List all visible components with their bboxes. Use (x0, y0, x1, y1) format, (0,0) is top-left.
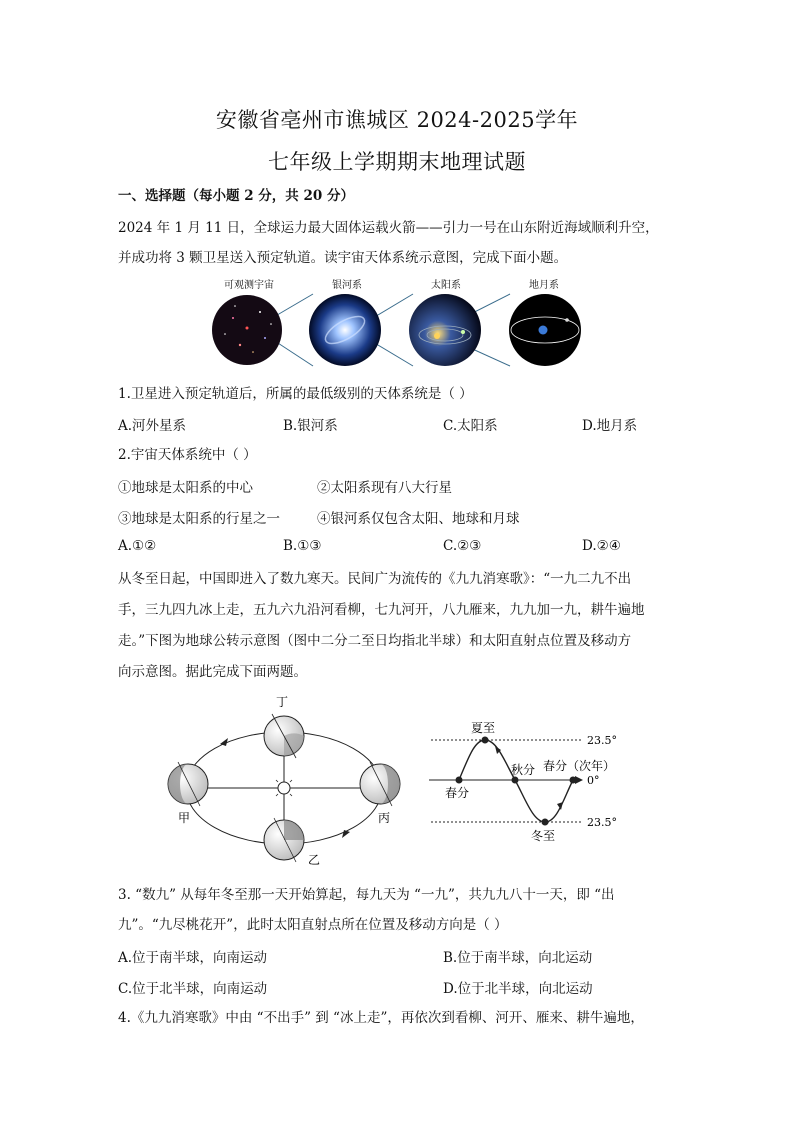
intro2-line: 向示意图。据此完成下面两题。 (118, 664, 307, 680)
q3-stem-line: 3. “数九” 从每年冬至那一天开始算起，每九天为 “一九”，共九九八十一天，即 “出 (118, 887, 615, 903)
cosmic-systems-figure (205, 290, 590, 370)
earth-jia-icon (168, 762, 208, 806)
orbit-label-jia: 甲 (178, 811, 191, 825)
q3-stem-line: 九”。“九尽桃花开”，此时太阳直射点所在位置及移动方向是（ ） (118, 917, 508, 933)
q3-option-d[interactable]: D.位于北半球，向北运动 (443, 981, 593, 997)
label-xiazhi: 夏至 (471, 721, 496, 735)
q2-option-d[interactable]: D.②④ (582, 538, 621, 554)
earth-orbit-diagram (160, 692, 420, 872)
earth-moon-system-icon (509, 294, 581, 366)
q2-option-c[interactable]: C.②③ (443, 538, 482, 554)
q2-option-a[interactable]: A.①② (118, 538, 157, 554)
q3-option-b[interactable]: B.位于南半球，向北运动 (443, 950, 593, 966)
intro2-line: 从冬至日起，中国即进入了数九寒天。民间广为流传的《九九消寒歌》：“一九二九不出 (118, 571, 632, 587)
q2-stem: 2.宇宙天体系统中（ ） (118, 447, 257, 463)
label-lat-top: 23.5° (587, 734, 617, 747)
title-line-1: 安徽省亳州市谯城区 2024-2025学年 (215, 108, 579, 132)
q1-option-d[interactable]: D.地月系 (582, 418, 638, 434)
q4-stem: 4.《九九消寒歌》中由 “不出手” 到 “冰上走”，再依次到看柳、河开、雁来、耕牛遍地， (118, 1010, 644, 1026)
intro2-line: 手，三九四九冰上走，五九六九沿河看柳，七九河开，八九雁来，九九加一九，耕牛遍地 (118, 602, 645, 618)
q2-option-b[interactable]: B.①③ (283, 538, 322, 554)
intro1-line: 并成功将 3 颗卫星送入预定轨道。读宇宙天体系统示意图，完成下面小题。 (118, 250, 568, 266)
q3-option-a[interactable]: A.位于南半球，向南运动 (118, 950, 268, 966)
q1-stem: 1.卫星进入预定轨道后，所属的最低级别的天体系统是（ ） (118, 386, 473, 402)
q2-statement: ②太阳系现有八大行星 (317, 480, 452, 496)
orbit-label-yi: 乙 (308, 853, 321, 867)
milky-way-icon (309, 294, 381, 366)
fig1-label: 银河系 (332, 280, 362, 291)
label-chunfen: 春分 (445, 786, 470, 800)
label-chunfen-next: 春分（次年） (543, 759, 616, 773)
fig1-label: 可观测宇宙 (224, 280, 274, 291)
intro2-line: 走。”下图为地球公转示意图（图中二分二至日均指北半球）和太阳直射点位置及移动方 (118, 633, 632, 649)
label-lat-bot: 23.5° (587, 816, 617, 829)
fig1-label: 太阳系 (431, 280, 461, 291)
observable-universe-icon (212, 295, 282, 365)
q1-option-c[interactable]: C.太阳系 (443, 418, 498, 434)
solar-system-icon (409, 294, 481, 366)
q2-statement: ③地球是太阳系的行星之一 (118, 511, 280, 527)
q1-option-a[interactable]: A.河外星系 (118, 418, 187, 434)
label-qiufen: 秋分 (511, 763, 536, 777)
q2-statement: ①地球是太阳系的中心 (118, 480, 253, 496)
title-line-2: 七年级上学期期末地理试题 (268, 150, 526, 174)
earth-yi-icon (264, 818, 304, 862)
q1-option-b[interactable]: B.银河系 (283, 418, 338, 434)
q2-statement: ④银河系仅包含太阳、地球和月球 (317, 511, 520, 527)
fig1-label: 地月系 (529, 280, 559, 291)
label-lat-mid: 0° (587, 774, 600, 787)
earth-ding-icon (264, 714, 304, 758)
intro1-line: 2024 年 1 月 11 日，全球运力最大固体运载火箭——引力一号在山东附近海域顺利升空， (118, 220, 659, 236)
subsolar-point-diagram (425, 712, 645, 847)
orbit-label-bing: 丙 (378, 811, 391, 825)
label-dongzhi: 冬至 (531, 829, 556, 843)
section-heading: 一、选择题（每小题 2 分，共 20 分） (118, 188, 354, 204)
orbit-label-ding: 丁 (276, 695, 289, 709)
earth-bing-icon (360, 762, 400, 806)
q3-option-c[interactable]: C.位于北半球，向南运动 (118, 981, 268, 997)
